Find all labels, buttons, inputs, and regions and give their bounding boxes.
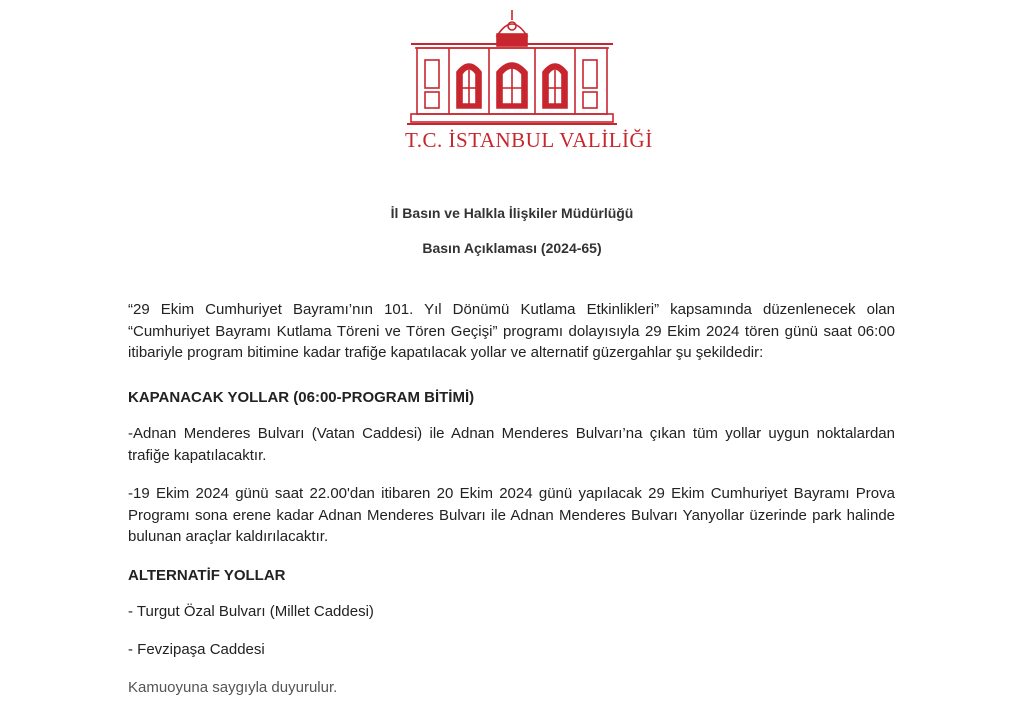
- istanbul-governorship-logo: [405, 8, 653, 158]
- governorship-building-icon: [405, 8, 619, 128]
- intro-paragraph: “29 Ekim Cumhuriyet Bayramı’nın 101. Yıl Dönümü Kutlama Etkinlikleri” kapsamında düzenlenecek olan “Cumhuriyet Bayramı Kutlama Töreni ve Tören Geçişi” programı dolayısıyla 29 Ekim 2024 tören günü saat 06:00 itibariyle program bitimine kadar trafiğe kapatılacak yollar ve alternatif güzergahlar şu şekildedir:: [128, 301, 895, 361]
- closing-line: Kamuoyuna saygıyla duyurulur.: [128, 679, 338, 696]
- release-title: Basın Açıklaması (2024-65): [422, 240, 602, 256]
- alternative-road-item: - Fevzipaşa Caddesi: [128, 641, 265, 658]
- alternative-road-item: - Turgut Özal Bulvarı (Millet Caddesi): [128, 603, 374, 620]
- logo-wordmark: T.C. İSTANBUL VALİLİĞİ: [405, 128, 653, 152]
- closed-road-item: -19 Ekim 2024 günü saat 22.00'dan itibaren 20 Ekim 2024 günü yapılacak 29 Ekim Cumhuriyet Bayramı Prova Programı sona erene kadar Adnan Menderes Bulvarı ile Adnan Menderes Bulvarı Yanyollar üzerinde park halinde bulunan araçlar kaldırılacaktır.: [128, 485, 895, 545]
- closed-roads-heading: KAPANACAK YOLLAR (06:00-PROGRAM BİTİMİ): [128, 389, 475, 406]
- alternative-roads-heading: ALTERNATİF YOLLAR: [128, 567, 286, 584]
- issuing-unit: İl Basın ve Halkla İlişkiler Müdürlüğü: [390, 205, 634, 221]
- closed-road-item: -Adnan Menderes Bulvarı (Vatan Caddesi) ile Adnan Menderes Bulvarı’na çıkan tüm yollar uygun noktalardan trafiğe kapatılacaktır.: [128, 425, 895, 464]
- announcement-body: [128, 299, 895, 696]
